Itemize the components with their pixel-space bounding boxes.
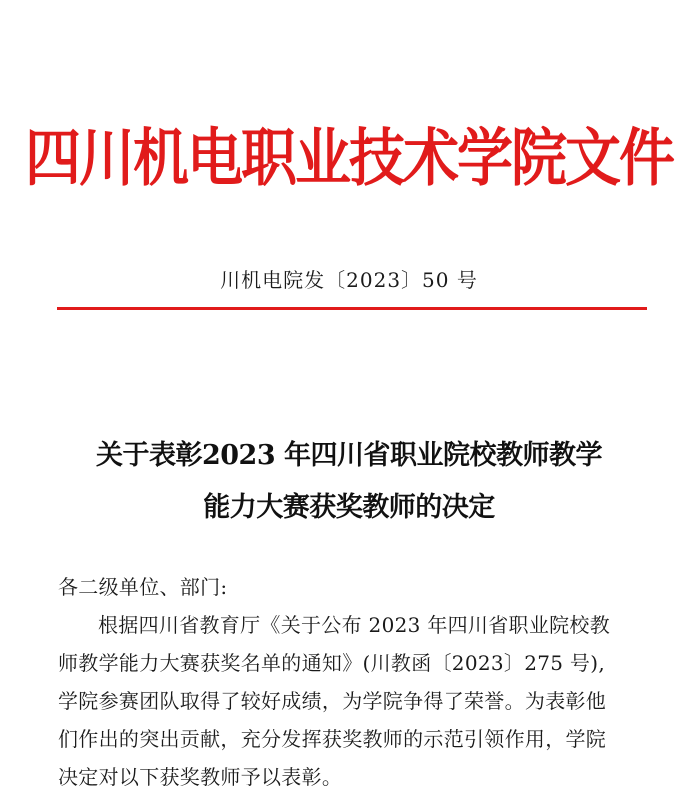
paragraph-line-1: 根据四川省教育厅《关于公布 2023 年四川省职业院校教 <box>98 613 611 637</box>
salutation: 各二级单位、部门: <box>58 575 228 599</box>
paragraph-line-4: 们作出的突出贡献，充分发挥获奖教师的示范引领作用，学院 <box>58 727 607 751</box>
paragraph-line-2: 师教学能力大赛获奖名单的通知》(川教函〔2023〕275 号), <box>58 651 605 675</box>
paragraph-line-5: 决定对以下获奖教师予以表彰。 <box>58 765 343 789</box>
document-title-line-1: 关于表彰2023 年四川省职业院校教师教学 <box>95 440 603 471</box>
issuer-red-header: 四川机电职业技术学院文件 <box>25 121 673 196</box>
red-separator-line <box>57 307 647 310</box>
paragraph-line-3: 学院参赛团队取得了较好成绩，为学院争得了荣誉。为表彰他 <box>58 689 607 713</box>
document-number: 川机电院发〔2023〕50 号 <box>220 268 478 292</box>
document-title-line-2: 能力大赛获奖教师的决定 <box>203 492 495 523</box>
